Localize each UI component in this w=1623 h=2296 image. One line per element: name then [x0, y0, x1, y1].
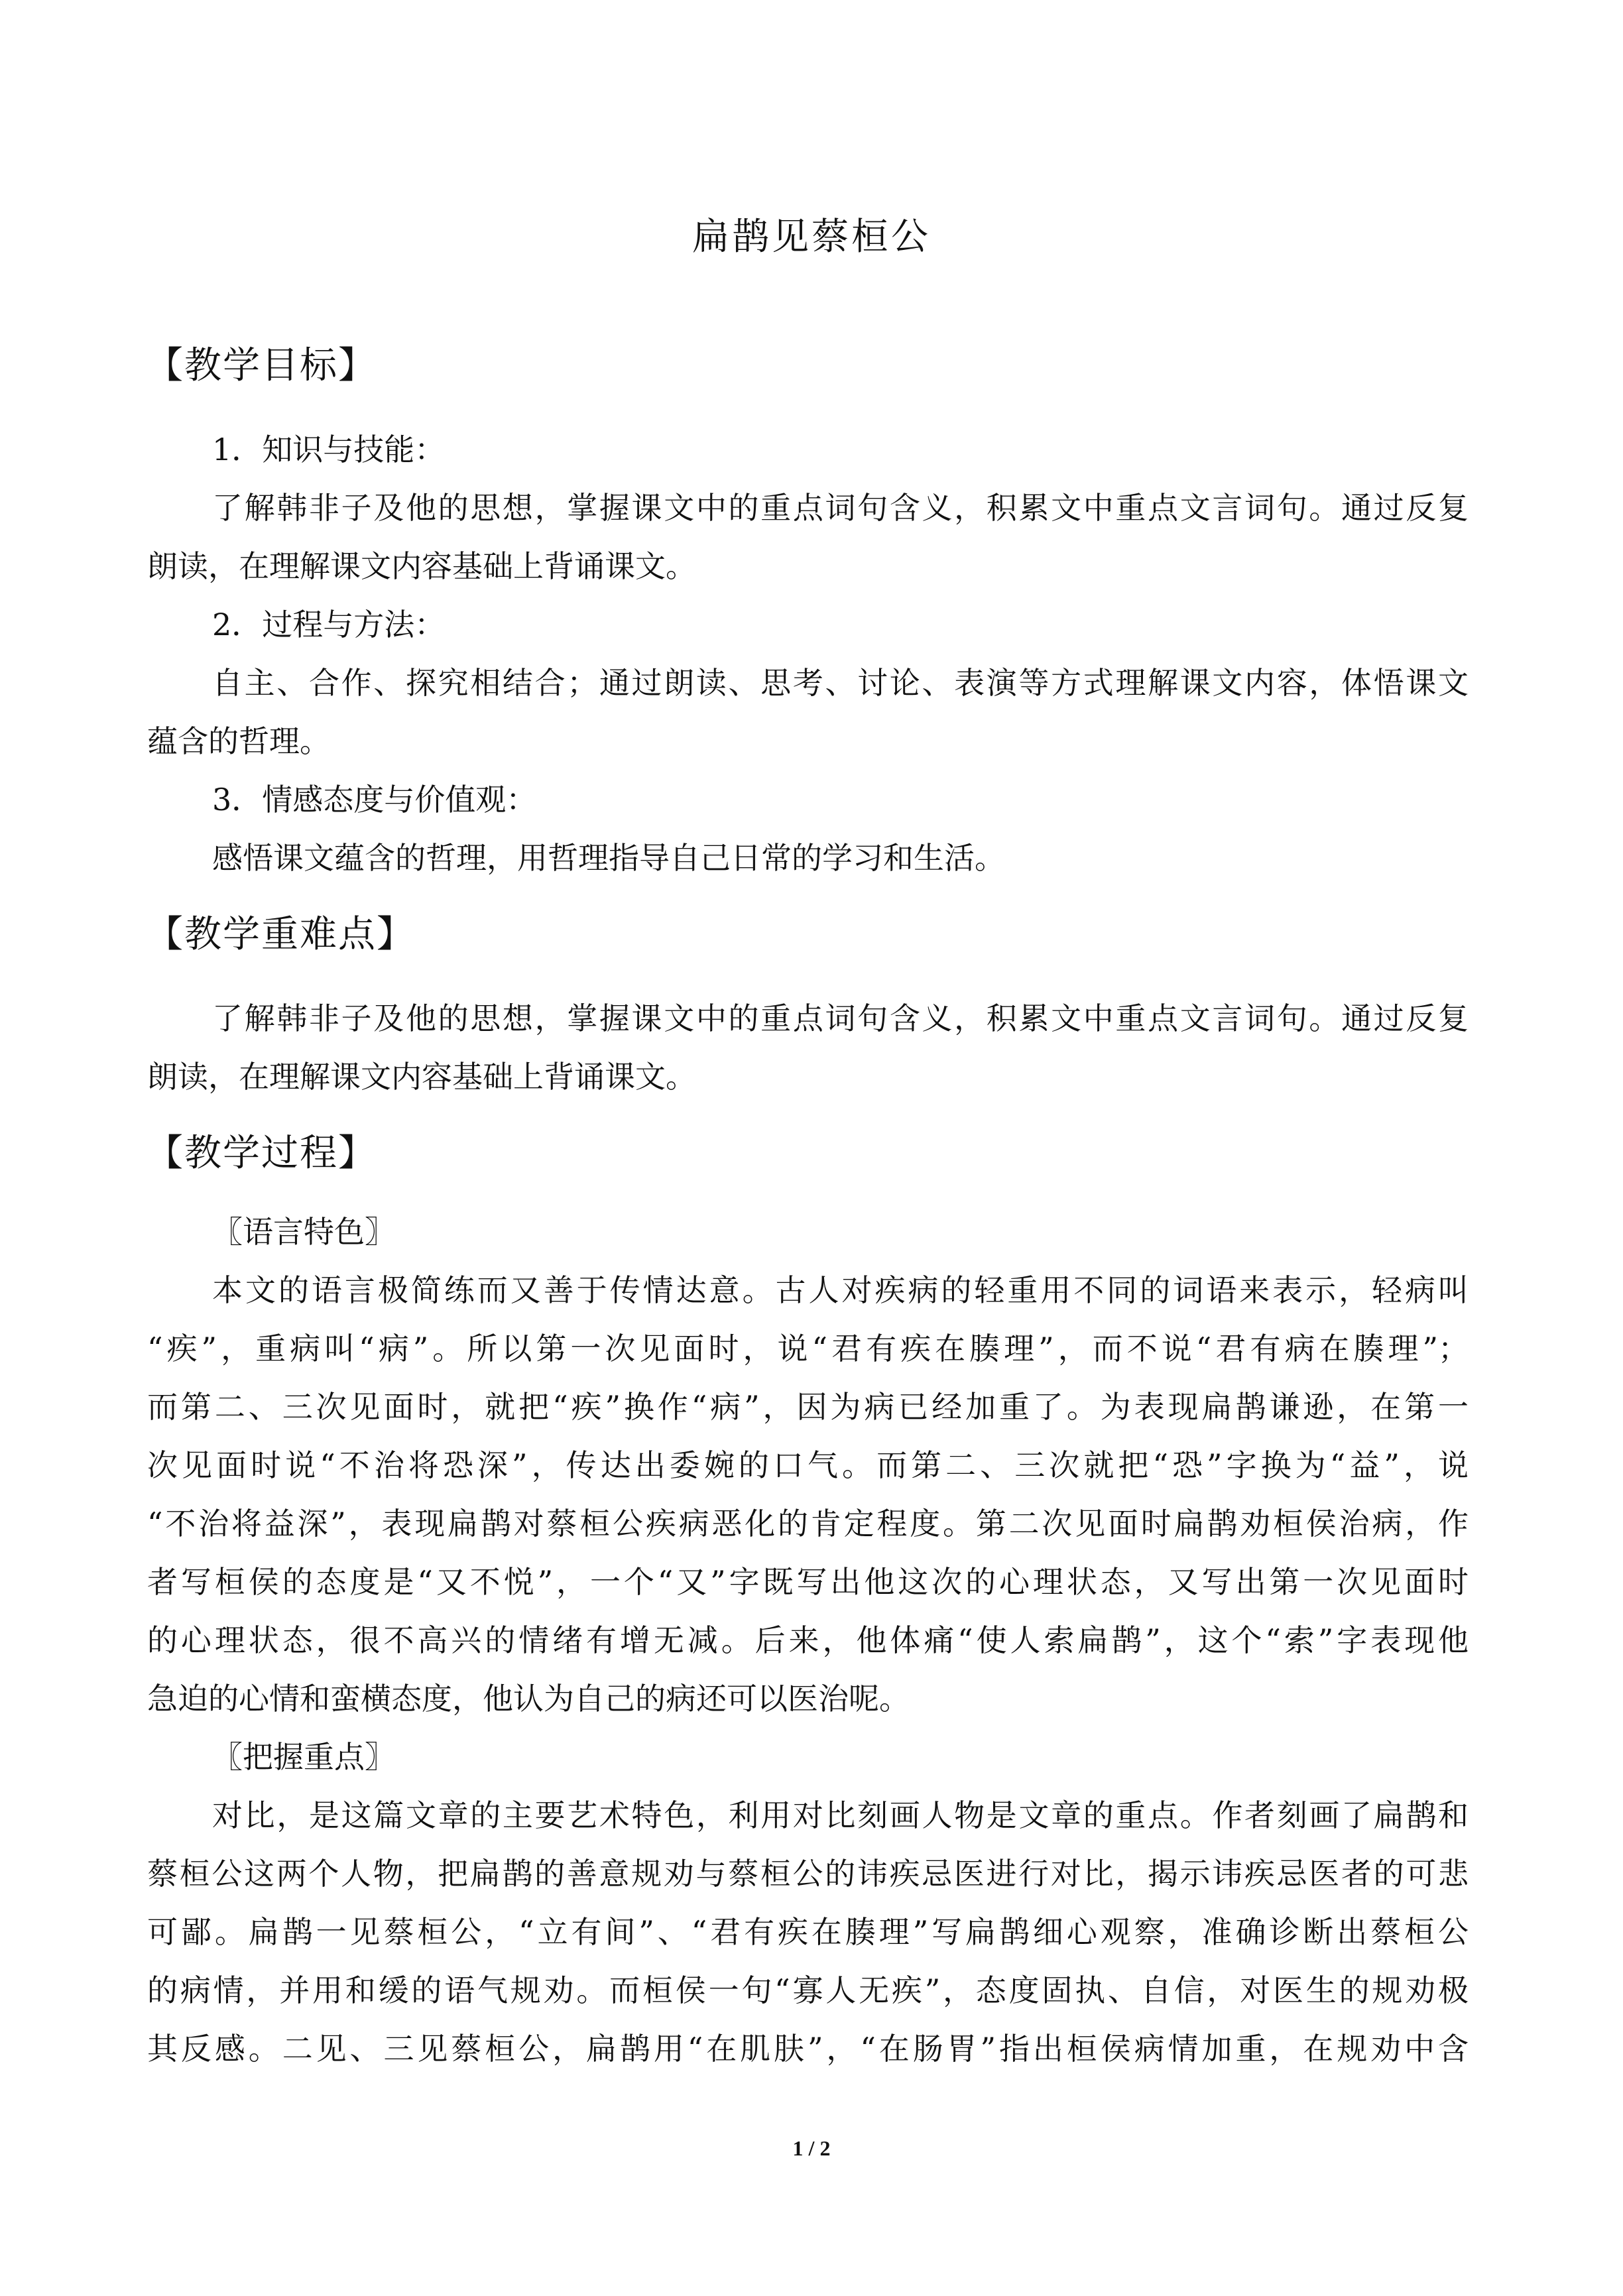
objective-item-1-line: 朗读，在理解课文内容基础上背诵课文。 [147, 548, 696, 584]
key-points-line: 了解韩非子及他的思想，掌握课文中的重点词句含义，积累文中重点文言词句。通过反复 [212, 1000, 1469, 1036]
language-features-line: “不治将益深”，表现扁鹊对蔡桓公疾病恶化的肯定程度。第二次见面时扁鹊劝桓侯治病，作 [147, 1506, 1469, 1541]
key-focus-label: 〖把握重点〗 [212, 1739, 395, 1775]
language-features-line: 急迫的心情和蛮横态度，他认为自己的病还可以医治呢。 [147, 1681, 910, 1717]
key-focus-line: 其反感。二见、三见蔡桓公，扁鹊用“在肌肤”，“在肠胃”指出桓侯病情加重，在规劝中含 [147, 2031, 1469, 2067]
language-features-line: “疾”，重病叫“病”。所以第一次见面时，说“君有疾在腠理”，而不说“君有病在腠理”； [147, 1331, 1469, 1366]
key-points-line: 朗读，在理解课文内容基础上背诵课文。 [147, 1059, 696, 1095]
objective-item-3-line: 感悟课文蕴含的哲理，用哲理指导自己日常的学习和生活。 [212, 840, 1005, 876]
objective-item-2-line: 蕴含的哲理。 [147, 723, 330, 759]
objective-item-1-line: 了解韩非子及他的思想，掌握课文中的重点词句含义，积累文中重点文言词句。通过反复 [212, 490, 1469, 526]
objective-item-2-label: 2．过程与方法： [212, 607, 446, 642]
objective-item-1-label: 1．知识与技能： [212, 432, 446, 467]
objectives-heading: 【教学目标】 [146, 344, 377, 387]
objective-item-2-line: 自主、合作、探究相结合；通过朗读、思考、讨论、表演等方式理解课文内容，体悟课文 [212, 665, 1469, 701]
key-focus-line: 蔡桓公这两个人物，把扁鹊的善意规劝与蔡桓公的讳疾忌医进行对比，揭示讳疾忌医者的可悲 [147, 1856, 1469, 1892]
document-title: 扁鹊见蔡桓公 [692, 215, 931, 259]
language-features-line: 者写桓侯的态度是“又不悦”，一个“又”字既写出他这次的心理状态，又写出第一次见面时 [147, 1564, 1469, 1600]
key-focus-line: 的病情，并用和缓的语气规劝。而桓侯一句“寡人无疾”，态度固执、自信，对医生的规劝极 [147, 1972, 1469, 2008]
key-points-heading: 【教学重难点】 [146, 913, 415, 956]
key-focus-line: 对比，是这篇文章的主要艺术特色，利用对比刻画人物是文章的重点。作者刻画了扁鹊和 [212, 1797, 1469, 1833]
key-focus-line: 可鄙。扁鹊一见蔡桓公，“立有间”、“君有疾在腠理”写扁鹊细心观察，准确诊断出蔡桓公 [147, 1914, 1469, 1950]
objective-item-3-label: 3．情感态度与价值观： [212, 782, 537, 817]
process-heading: 【教学过程】 [146, 1132, 377, 1175]
language-features-line: 而第二、三次见面时，就把“疾”换作“病”，因为病已经加重了。为表现扁鹊谦逊，在第一 [147, 1389, 1469, 1425]
page-number: 1 / 2 [792, 2136, 831, 2160]
language-features-label: 〖语言特色〗 [212, 1214, 395, 1250]
language-features-line: 次见面时说“不治将恐深”，传达出委婉的口气。而第二、三次就把“恐”字换为“益”，说 [147, 1447, 1469, 1483]
language-features-line: 本文的语言极简练而又善于传情达意。古人对疾病的轻重用不同的词语来表示，轻病叫 [212, 1272, 1469, 1308]
language-features-line: 的心理状态，很不高兴的情绪有增无减。后来，他体痛“使人索扁鹊”，这个“索”字表现他 [147, 1622, 1469, 1658]
